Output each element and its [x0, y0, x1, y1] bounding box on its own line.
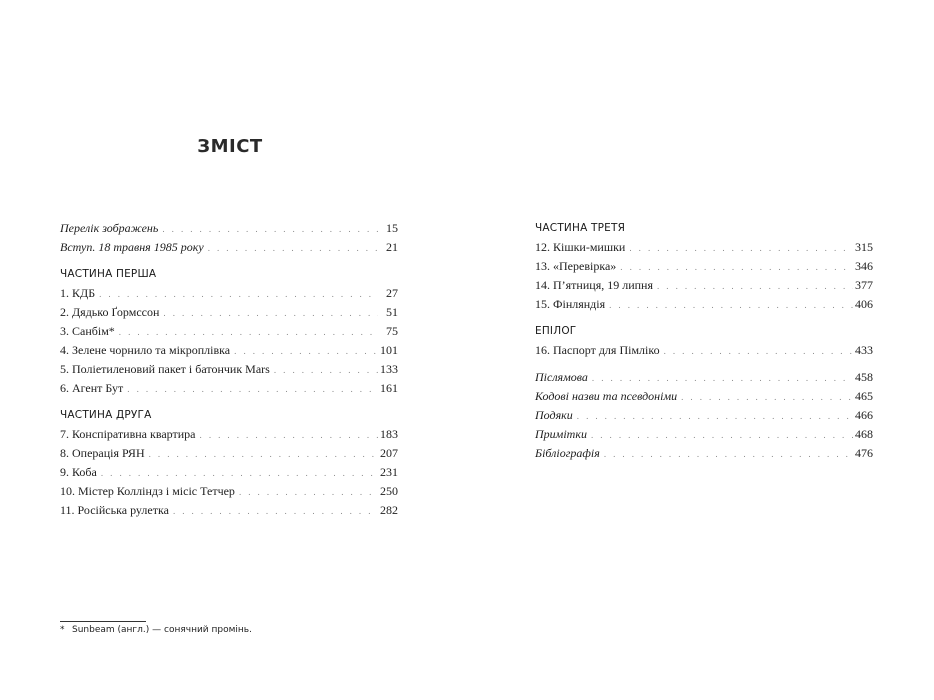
toc-entry[interactable]	[535, 444, 873, 463]
toc-entry-label: Бібліографія	[535, 446, 600, 460]
toc-entry-label: Вступ. 18 травня 1985 року	[60, 240, 204, 254]
toc-entry-page: 282	[380, 503, 398, 517]
dot-leader	[163, 304, 378, 323]
toc-entry[interactable]	[60, 444, 398, 463]
toc-entry-page: 346	[855, 259, 873, 273]
dot-leader	[101, 464, 378, 483]
dot-leader	[162, 220, 378, 239]
part-heading: ЕПІЛОГ	[535, 325, 577, 337]
footnote-mark: *	[60, 625, 65, 635]
toc-entry-label: 12. Кішки-мишки	[535, 240, 626, 254]
dot-leader	[274, 361, 378, 380]
dot-leader	[577, 407, 853, 426]
toc-entry[interactable]	[535, 238, 873, 257]
toc-right-column	[535, 219, 873, 463]
toc-entry-page: 466	[855, 408, 873, 422]
toc-entry-label: 1. КДБ	[60, 286, 96, 300]
toc-entry[interactable]	[60, 463, 398, 482]
toc-entry[interactable]	[535, 257, 873, 276]
toc-entry-label: Примітки	[535, 427, 587, 441]
toc-entry-page: 15	[386, 221, 398, 235]
toc-entry-page: 433	[855, 343, 873, 357]
toc-entry[interactable]	[60, 303, 398, 322]
toc-entry-label: 5. Поліетиленовий пакет і батончик Mars	[60, 362, 270, 376]
toc-entry-label: 11. Російська рулетка	[60, 503, 169, 517]
toc-entry[interactable]	[60, 379, 398, 398]
toc-entry-label: 10. Містер Колліндз і місіс Тетчер	[60, 484, 235, 498]
section-spacer	[535, 360, 873, 368]
toc-entry[interactable]	[60, 501, 398, 520]
toc-entry[interactable]	[535, 406, 873, 425]
dot-leader	[664, 342, 853, 361]
toc-entry-page: 476	[855, 446, 873, 460]
toc-entry[interactable]	[535, 387, 873, 406]
toc-entry-page: 27	[386, 286, 398, 300]
part-heading: ЧАСТИНА ДРУГА	[60, 409, 152, 421]
toc-entry-page: 207	[380, 446, 398, 460]
toc-entry[interactable]	[535, 276, 873, 295]
toc-entry[interactable]	[60, 482, 398, 501]
dot-leader	[208, 239, 378, 258]
dot-leader	[149, 445, 378, 464]
toc-entry-label: 13. «Перевірка»	[535, 259, 617, 273]
part-heading: ЧАСТИНА ТРЕТЯ	[535, 222, 626, 234]
dot-leader	[119, 323, 378, 342]
footnote-divider	[60, 621, 146, 622]
toc-entry-label: 16. Паспорт для Пімліко	[535, 343, 660, 357]
toc-entry-page: 458	[855, 370, 873, 384]
dot-leader	[127, 380, 378, 399]
toc-left-column	[60, 219, 398, 520]
toc-entry-page: 161	[380, 381, 398, 395]
part-heading: ЧАСТИНА ПЕРША	[60, 268, 157, 280]
toc-entry-label: 7. Конспіративна квартира	[60, 427, 196, 441]
dot-leader	[173, 502, 378, 521]
dot-leader	[629, 239, 853, 258]
toc-entry-page: 101	[380, 343, 398, 357]
toc-entry[interactable]	[60, 238, 398, 257]
toc-entry-label: Післямова	[535, 370, 588, 384]
toc-entry-label: 9. Коба	[60, 465, 97, 479]
toc-entry[interactable]	[535, 295, 873, 314]
toc-entry[interactable]	[60, 341, 398, 360]
toc-entry-page: 468	[855, 427, 873, 441]
toc-entry-label: 6. Агент Бут	[60, 381, 124, 395]
toc-entry[interactable]	[60, 360, 398, 379]
footnote	[60, 625, 252, 635]
toc-entry[interactable]	[535, 341, 873, 360]
toc-entry-page: 231	[380, 465, 398, 479]
toc-entry[interactable]	[60, 219, 398, 238]
toc-entry-label: 15. Фінляндія	[535, 297, 606, 311]
dot-leader	[681, 388, 853, 407]
footnote-text: Sunbeam (англ.) — сонячний промінь.	[72, 625, 252, 635]
toc-entry[interactable]	[535, 425, 873, 444]
toc-entry-label: 3. Санбім*	[60, 324, 115, 338]
toc-entry-page: 406	[855, 297, 873, 311]
toc-entry[interactable]	[60, 284, 398, 303]
toc-entry-page: 75	[386, 324, 398, 338]
toc-entry-label: Перелік зображень	[60, 221, 159, 235]
toc-entry-page: 183	[380, 427, 398, 441]
dot-leader	[620, 258, 853, 277]
dot-leader	[99, 285, 378, 304]
dot-leader	[609, 296, 853, 315]
toc-entry-label: 8. Операція РЯН	[60, 446, 145, 460]
page-title: ЗМІСТ	[197, 136, 263, 157]
toc-entry[interactable]	[535, 368, 873, 387]
dot-leader	[591, 426, 853, 445]
toc-entry-page: 465	[855, 389, 873, 403]
dot-leader	[604, 445, 853, 464]
dot-leader	[592, 369, 853, 388]
toc-entry-label: 2. Дядько Ґормссон	[60, 305, 160, 319]
dot-leader	[657, 277, 853, 296]
toc-entry-page: 51	[386, 305, 398, 319]
dot-leader	[200, 426, 378, 445]
toc-entry-page: 377	[855, 278, 873, 292]
toc-entry-page: 133	[380, 362, 398, 376]
dot-leader	[239, 483, 378, 502]
toc-entry-page: 315	[855, 240, 873, 254]
toc-entry-label: Кодові назви та псевдоніми	[535, 389, 678, 403]
toc-entry[interactable]	[60, 425, 398, 444]
toc-entry-label: 14. П’ятниця, 19 липня	[535, 278, 653, 292]
toc-entry-label: 4. Зелене чорнило та мікроплівка	[60, 343, 231, 357]
toc-entry[interactable]	[60, 322, 398, 341]
dot-leader	[234, 342, 378, 361]
toc-entry-page: 21	[386, 240, 398, 254]
toc-entry-label: Подяки	[535, 408, 573, 422]
toc-entry-page: 250	[380, 484, 398, 498]
